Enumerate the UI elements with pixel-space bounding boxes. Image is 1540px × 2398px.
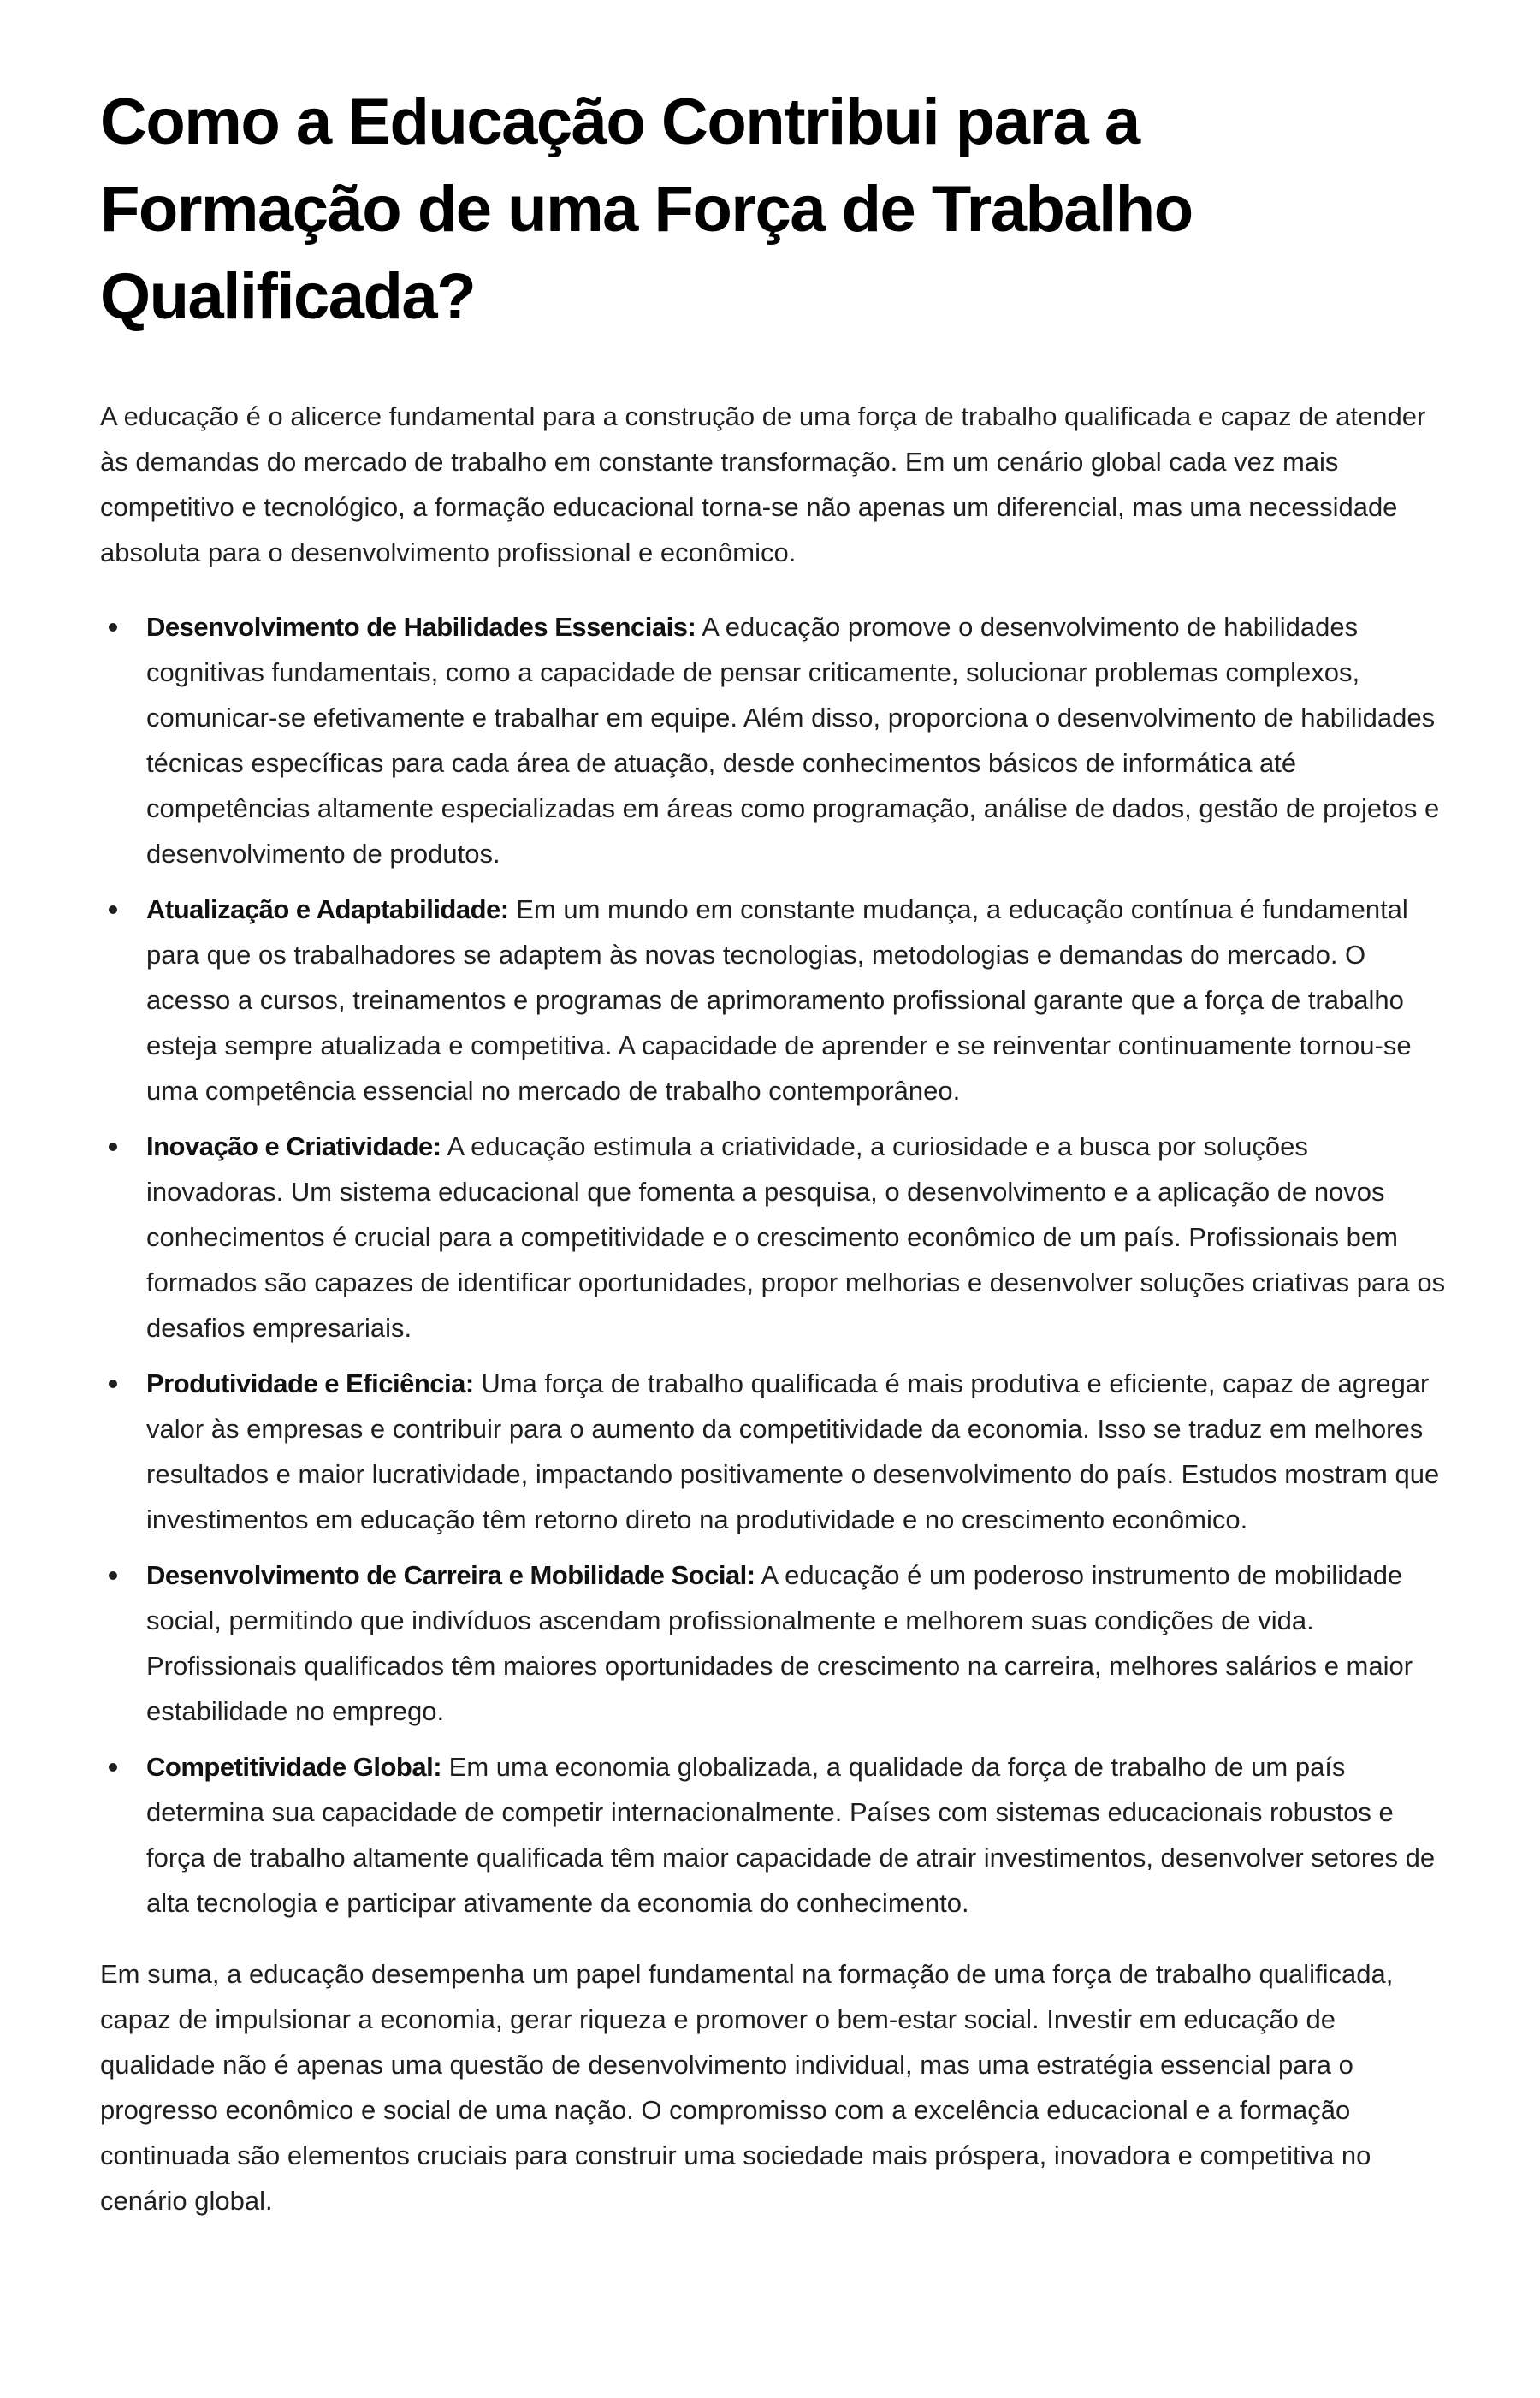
item-label: Desenvolvimento de Carreira e Mobilidade Social:	[146, 1560, 755, 1590]
list-item	[100, 1124, 1452, 1350]
item-text: Em uma economia globalizada, a qualidade da força de trabalho de um país determina sua capacidade de competir internacionalmente. Países com sistemas educacionais robustos e força de trabalho altamente qualificada têm maior capacidade de atrair investimentos, desenvolver setores de alta tecnologia e participar ativamente da economia do conhecimento.	[146, 1752, 1436, 1918]
item-text: A educação é um poderoso instrumento de mobilidade social, permitindo que indivíduos ascendam profissionalmente e melhorem suas condições de vida. Profissionais qualificados têm maiores oportunidades de crescimento na carreira, melhores salários e maior estabilidade no emprego.	[146, 1560, 1413, 1726]
item-label: Inovação e Criatividade:	[146, 1131, 441, 1161]
page-title: Como a Educação Contribui para a Formação de uma Força de Trabalho Qualificada?	[100, 86, 1193, 333]
list-item	[100, 604, 1452, 876]
intro-paragraph: A educação é o alicerce fundamental para a construção de uma força de trabalho qualificada e capaz de atender às demandas do mercado de trabalho em constante transformação. Em um cenário global cada vez mais competitivo e tecnológico, a formação educacional torna-se não apenas um diferencial, mas uma necessidade absoluta para o desenvolvimento profissional e econômico.	[100, 401, 1426, 567]
bullet-icon	[109, 1380, 117, 1388]
item-label: Atualização e Adaptabilidade:	[146, 894, 509, 924]
item-label: Competitividade Global:	[146, 1752, 442, 1782]
list-item	[100, 1552, 1452, 1734]
item-label: Produtividade e Eficiência:	[146, 1368, 474, 1398]
list-item	[100, 1744, 1452, 1926]
item-label: Desenvolvimento de Habilidades Essenciais:	[146, 612, 696, 642]
bullet-icon	[109, 1571, 117, 1580]
bullet-icon	[109, 1763, 117, 1772]
bullet-icon	[109, 623, 117, 632]
bullet-icon	[109, 1143, 117, 1151]
conclusion-paragraph: Em suma, a educação desempenha um papel fundamental na formação de uma força de trabalho qualificada, capaz de impulsionar a economia, gerar riqueza e promover o bem-estar social. Investir em educação de qualidade não é apenas uma questão de desenvolvimento individual, mas uma estratégia essencial para o progresso econômico e social de uma nação. O compromisso com a excelência educacional e a formação continuada são elementos cruciais para construir uma sociedade mais próspera, inovadora e competitiva no cenário global.	[100, 1959, 1394, 2216]
list-item	[100, 887, 1452, 1113]
list-item	[100, 1361, 1452, 1542]
bullet-icon	[109, 905, 117, 914]
item-text: Em um mundo em constante mudança, a educação contínua é fundamental para que os trabalhadores se adaptem às novas tecnologias, metodologias e demandas do mercado. O acesso a cursos, treinamentos e programas de aprimoramento profissional garante que a força de trabalho esteja sempre atualizada e competitiva. A capacidade de aprender e se reinventar continuamente tornou-se uma competência essencial no mercado de trabalho contemporâneo.	[146, 894, 1412, 1106]
article	[100, 79, 1452, 2223]
item-text: A educação estimula a criatividade, a curiosidade e a busca por soluções inovadoras. Um sistema educacional que fomenta a pesquisa, o desenvolvimento e a aplicação de novos conhecimentos é crucial para a competitividade e o crescimento econômico de um país. Profissionais bem formados são capazes de identificar oportunidades, propor melhorias e desenvolver soluções criativas para os desafios empresariais.	[146, 1131, 1446, 1343]
bullet-list	[100, 604, 1452, 1926]
item-text: A educação promove o desenvolvimento de habilidades cognitivas fundamentais, como a capacidade de pensar criticamente, solucionar problemas complexos, comunicar-se efetivamente e trabalhar em equipe. Além disso, proporciona o desenvolvimento de habilidades técnicas específicas para cada área de atuação, desde conhecimentos básicos de informática até competências altamente especializadas em áreas como programação, análise de dados, gestão de projetos e desenvolvimento de produtos.	[146, 612, 1440, 869]
item-text: Uma força de trabalho qualificada é mais produtiva e eficiente, capaz de agregar valor às empresas e contribuir para o aumento da competitividade da economia. Isso se traduz em melhores resultados e maior lucratividade, impactando positivamente o desenvolvimento do país. Estudos mostram que investimentos em educação têm retorno direto na produtividade e no crescimento econômico.	[146, 1368, 1440, 1534]
